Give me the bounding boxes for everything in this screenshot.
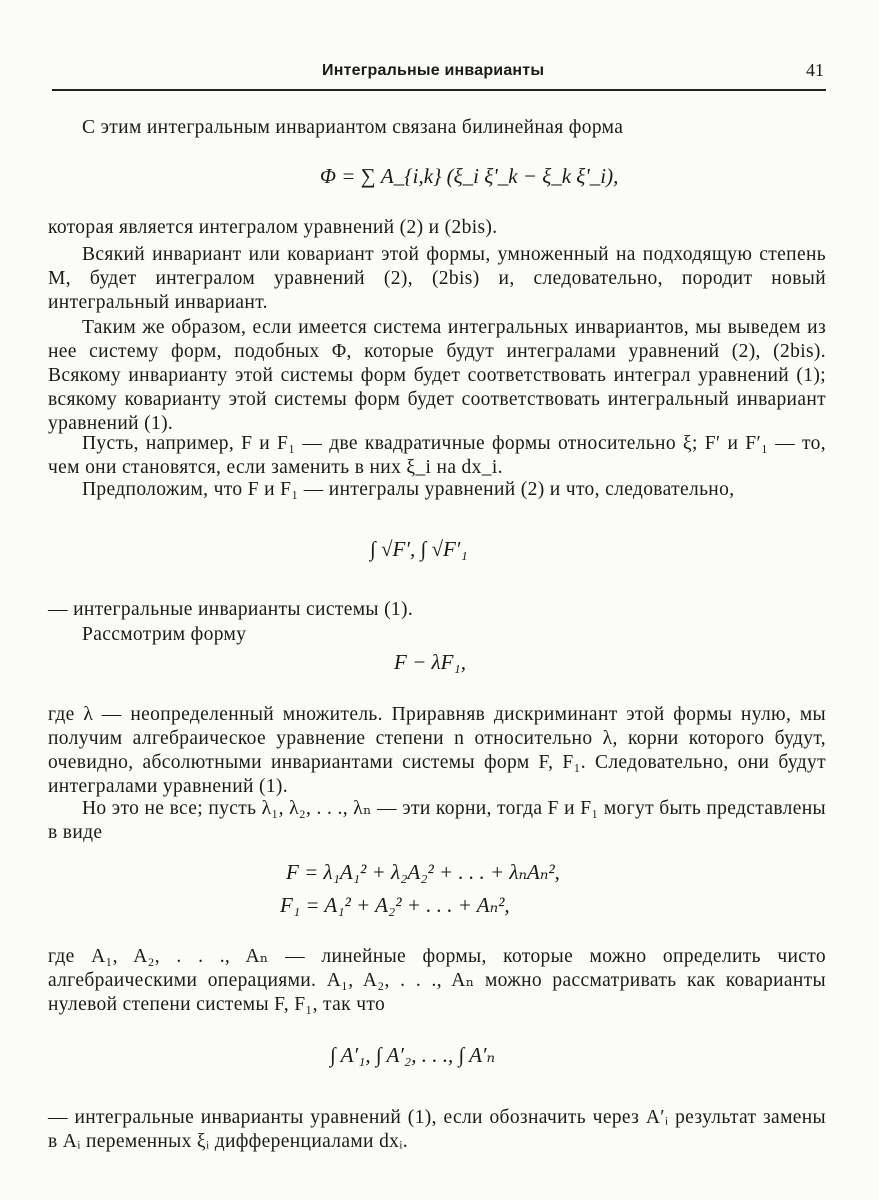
paragraph-5: Пусть, например, F и F₁ — две квадратичные формы относительно ξ; F′ и F′₁ — то, чем они становятся, если заменить в них ξ_i на dx_i. — [48, 433, 826, 478]
equation-f-decomposition: F = λ₁A₁² + λ₂A₂² + . . . + λₙAₙ², — [286, 860, 560, 884]
header-rule — [52, 89, 826, 91]
paragraph-8: Рассмотрим форму — [82, 624, 247, 645]
paragraph-9: где λ — неопределенный множитель. Приравняв дискриминант этой формы нулю, мы получим алгебраическое уравнение степени n относительно λ, корни которого будут, очевидно, абсолютными инвариантами системы форм F, F₁. Следовательно, они будут интегралами уравнений (1). — [48, 704, 826, 797]
paragraph-4: Таким же образом, если имеется система интегральных инвариантов, мы выведем из нее систему форм, подобных Φ, которые будут интегралами уравнений (2), (2bis). Всякому инварианту этой системы форм будет соответствовать интеграл уравнений (1); всякому коварианту этой системы форм будет соответствовать интегральный инвариант уравнений (1). — [48, 317, 826, 434]
equation-integrals-sqrt: ∫ √F′, ∫ √F′₁ — [370, 537, 468, 561]
equation-form-difference: F − λF₁, — [394, 650, 466, 674]
paragraph-11: где A₁, A₂, . . ., Aₙ — линейные формы, которые можно определить чисто алгебраическими операциями. A₁, A₂, . . ., Aₙ можно рассматривать как коварианты нулевой степени системы F, F₁, так что — [48, 946, 826, 1015]
paragraph-2: которая является интегралом уравнений (2) и (2bis). — [48, 217, 498, 238]
page-header — [50, 56, 826, 86]
paragraph-10: Но это не все; пусть λ₁, λ₂, . . ., λₙ — эти корни, тогда F и F₁ могут быть представлены в виде — [48, 798, 826, 843]
paragraph-3: Всякий инвариант или ковариант этой формы, умноженный на подходящую степень M, будет интегралом уравнений (2), (2bis) и, следовательно, породит новый интегральный инвариант. — [48, 244, 826, 313]
paragraph-7: — интегральные инварианты системы (1). — [48, 599, 414, 620]
paragraph-6: Предположим, что F и F₁ — интегралы уравнений (2) и что, следовательно, — [82, 479, 735, 500]
page-number: 41 — [806, 60, 824, 80]
equation-bilinear-form: Φ = ∑ A_{i,k} (ξ_i ξ'_k − ξ_k ξ'_i), — [320, 164, 619, 188]
paragraph-12: — интегральные инварианты уравнений (1), если обозначить через A′ᵢ результат замены в Aᵢ переменных ξᵢ дифференциалами dxᵢ. — [48, 1107, 826, 1152]
equation-integrals-covariants: ∫ A′₁, ∫ A′₂, . . ., ∫ A′ₙ — [330, 1043, 495, 1067]
equation-f1-decomposition: F₁ = A₁² + A₂² + . . . + Aₙ², — [280, 893, 510, 917]
paragraph-1: С этим интегральным инвариантом связана билинейная форма — [82, 117, 624, 138]
running-title: Интегральные инварианты — [322, 62, 545, 79]
